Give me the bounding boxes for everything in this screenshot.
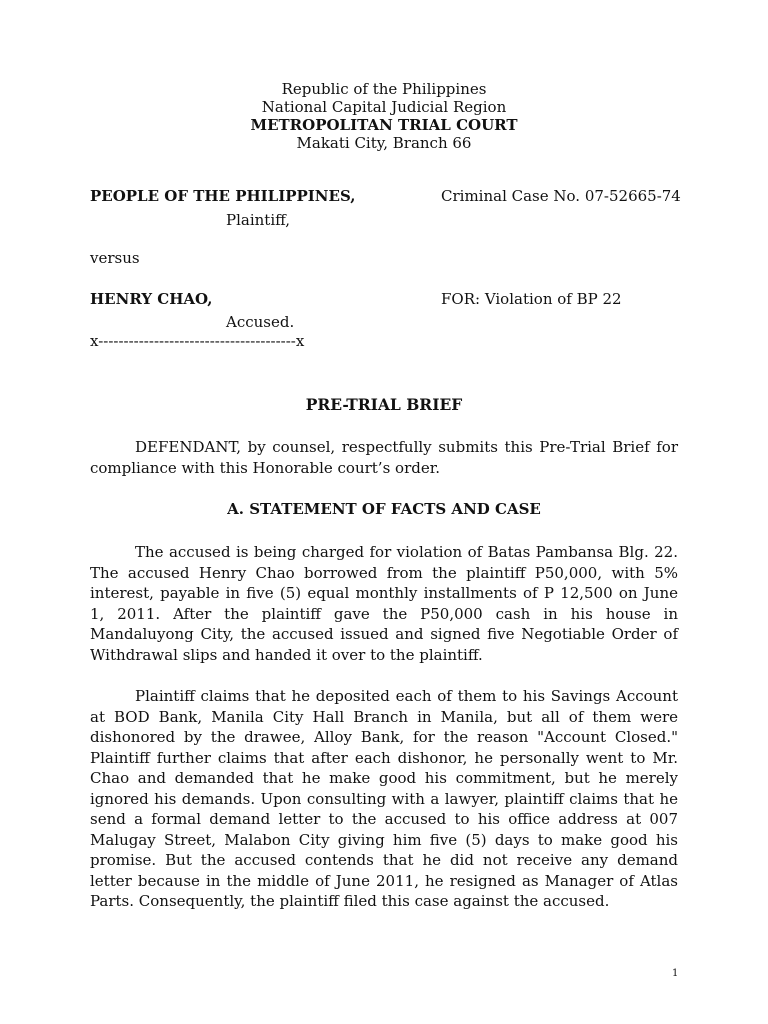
header-republic: Republic of the Philippines — [281, 80, 487, 98]
page-number: 1 — [672, 968, 679, 979]
plaintiff-name: PEOPLE OF THE PHILIPPINES, — [90, 187, 356, 205]
section-a-heading: A. STATEMENT OF FACTS AND CASE — [227, 500, 541, 518]
intro-paragraph — [90, 437, 678, 478]
accused-role: Accused. — [226, 313, 295, 331]
facts-paragraph-2-text: Plaintiff claims that he deposited each of them to his Savings Account at BOD Bank, Manila City Hall Branch in Manila, but all of them were dishonored by the drawee, Alloy Bank, for the reason "Account Closed." Plaintiff further claims that after each dishonor, he personally went to Mr. Chao and demanded that he make good his commitment, but he merely ignored his demands. Upon consulting with a lawyer, plaintiff claims that he send a formal demand letter to the accused to his office address at 007 Malugay Street, Malabon City giving him five (5) days to make good his promise. But the accused contends that he did not receive any demand letter because in the middle of June 2011, he resigned as Manager of Atlas Parts. Consequently, the plaintiff filed this case against the accused. — [90, 687, 678, 910]
caption-separator: x---------------------------------------x — [90, 332, 305, 350]
facts-paragraph-1 — [90, 542, 678, 665]
accused-name: HENRY CHAO, — [90, 290, 213, 308]
header-branch: Makati City, Branch 66 — [296, 134, 472, 152]
header-court: METROPOLITAN TRIAL COURT — [250, 116, 518, 134]
facts-paragraph-2 — [90, 686, 678, 912]
header-region: National Capital Judicial Region — [261, 98, 507, 116]
case-number: Criminal Case No. 07-52665-74 — [441, 187, 681, 205]
facts-paragraph-1-text: The accused is being charged for violation of Batas Pambansa Blg. 22. The accused Henry Chao borrowed from the plaintiff P50,000, with 5% interest, payable in five (5) equal monthly installments of P 12,500 on June 1, 2011. After the plaintiff gave the P50,000 cash in his house in Mandaluyong City, the accused issued and signed five Negotiable Order of Withdrawal slips and handed it over to the plaintiff. — [90, 543, 678, 664]
document-title: PRE-TRIAL BRIEF — [305, 395, 463, 414]
plaintiff-role: Plaintiff, — [226, 211, 291, 229]
versus-label: versus — [90, 249, 140, 267]
violation-label: FOR: Violation of BP 22 — [441, 290, 622, 308]
intro-text: DEFENDANT, by counsel, respectfully submits this Pre-Trial Brief for compliance with this Honorable court’s order. — [90, 438, 678, 477]
